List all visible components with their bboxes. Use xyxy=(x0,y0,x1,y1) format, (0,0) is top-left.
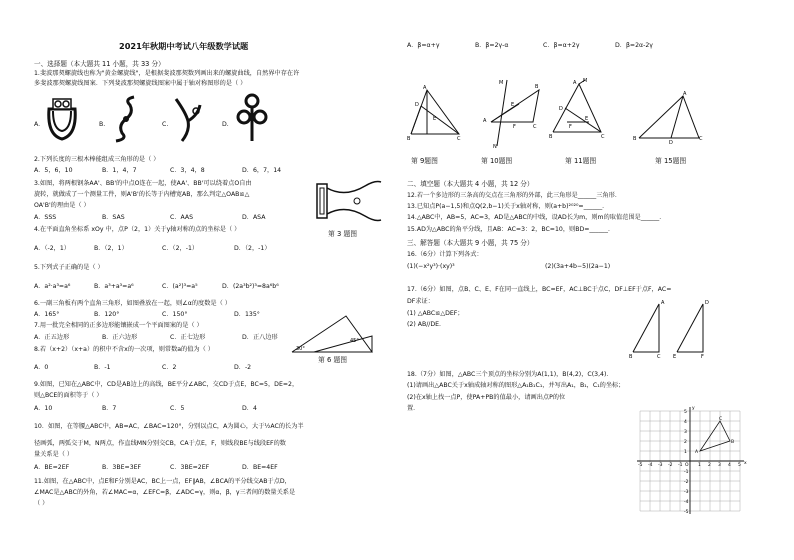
q18-line2: (1)请画出△ABC关于x轴成轴对称的图形△A₁B₁C₁，并写出A₁，B₁，C₁的坐标； xyxy=(407,382,625,389)
q3-line3: OA'B'的理由是（ ） xyxy=(34,202,90,209)
axis-y-label: y xyxy=(692,406,695,411)
svg-text:E: E xyxy=(511,102,515,108)
section-2-header: 二、填空题（本大题共 4 小题，共 12 分） xyxy=(407,180,534,188)
q7-stem: 7.用一批完全相同的正多边形能镶嵌成一个平面图案的是（ ） xyxy=(34,322,203,329)
origin-label: O xyxy=(685,463,689,468)
q10-option-d: D．BE=4EF xyxy=(242,464,278,471)
q6-option-b: B．120° xyxy=(94,311,120,318)
q1-option-a: A. xyxy=(34,121,41,128)
q8-option-a: A．0 xyxy=(34,364,49,371)
y-tick-label: 4 xyxy=(684,420,687,425)
y-tick-label: 3 xyxy=(684,430,687,435)
q2-option-c: C．3，4，8 xyxy=(170,167,205,174)
q9-option-c: C．5 xyxy=(170,405,185,412)
q6-caption: 第 6 题图 xyxy=(318,356,348,364)
q17-figure xyxy=(627,298,737,360)
q6-option-d: D．135° xyxy=(234,311,260,318)
q11-option-b: B．β=2γ-α xyxy=(475,42,509,49)
q3-option-d: D．ASA xyxy=(242,214,266,221)
q6-option-a: A．165° xyxy=(34,311,60,318)
y-tick-label: -2 xyxy=(684,480,689,485)
x-tick-label: -2 xyxy=(668,463,673,468)
q3-figure xyxy=(315,178,385,224)
vertex-c-label: C xyxy=(719,417,723,422)
x-tick-label: -5 xyxy=(638,463,643,468)
fig10-caption: 第 10题图 xyxy=(481,157,513,165)
q7-option-b: B．正六边形 xyxy=(102,334,138,341)
axis-x-label: x xyxy=(744,461,747,466)
q2-option-a: A．5，6，10 xyxy=(34,167,73,174)
q9-option-b: B．7 xyxy=(102,405,117,412)
page-title: 2021年秋期中考试八年级数学试题 xyxy=(119,41,249,51)
svg-text:C: C xyxy=(601,134,605,140)
q16-stem: 16.（6分）计算下列各式： xyxy=(407,251,483,258)
svg-text:C: C xyxy=(699,136,703,142)
x-tick-label: -4 xyxy=(648,463,653,468)
q10-option-c: C．3BE=2EF xyxy=(170,464,210,471)
fig11-caption: 第 11题图 xyxy=(565,157,597,165)
fig9-caption: 第 9题图 xyxy=(411,157,438,165)
svg-text:N: N xyxy=(493,144,497,150)
q7-option-d: D．正八边形 xyxy=(242,334,278,341)
q11-option-a: A．β=α+γ xyxy=(407,42,440,49)
q15-stem: 15.AD为△ABC的角平分线，且AB：AC=3：2，BC=10，则BD=______． xyxy=(407,226,615,233)
q3-option-a: A．SSS xyxy=(34,214,57,221)
fig15-caption: 第 15题图 xyxy=(655,157,687,165)
spiral-figure-d xyxy=(234,93,270,143)
svg-text:B: B xyxy=(633,136,637,142)
x-tick-label: 2 xyxy=(708,463,711,468)
q9-option-d: D．4 xyxy=(242,405,257,412)
q6-option-c: C．150° xyxy=(162,311,188,318)
svg-text:C: C xyxy=(457,136,461,142)
svg-text:30°: 30° xyxy=(296,346,305,352)
q11-line2: ∠MAC是△ABC的外角，若∠MAC=α，∠EFC=β，∠ADC=γ，则α，β，γ三者间的数量关系是 xyxy=(34,489,296,496)
svg-text:A: A xyxy=(573,80,577,86)
q7-option-a: A．正五边形 xyxy=(34,334,70,341)
q17-part1: (1) △ABC≌△DEF； xyxy=(407,310,464,317)
q10-option-b: B．3BE=3EF xyxy=(102,464,142,471)
svg-text:D: D xyxy=(559,106,563,112)
q16-part1: (1)(−x²y³)·(xy)³ xyxy=(407,263,455,270)
q2-option-d: D．6，7，14 xyxy=(242,167,282,174)
q8-option-d: D．-2 xyxy=(234,364,252,371)
y-tick-label: -5 xyxy=(684,510,689,515)
svg-text:B: B xyxy=(629,354,633,360)
q3-line2: 旋转，就做成了一个测量工件，则A'B'的长等于内槽宽AB，那么判定△OAB≌△ xyxy=(34,191,250,198)
x-tick-label: 4 xyxy=(728,463,731,468)
fig9 xyxy=(409,86,461,140)
q18-line4: 置． xyxy=(407,405,420,412)
svg-text:F: F xyxy=(513,124,516,130)
y-tick-label: 5 xyxy=(684,410,687,415)
svg-text:A: A xyxy=(683,91,687,97)
q13-stem: 13.已知点P(a−1,5)和点Q(2,b−1)关于x轴对称，则(a+b)²⁰²⁰=______． xyxy=(407,203,609,210)
section-1-header: 一、选择题（本大题共 11 小题，共 33 分） xyxy=(34,60,165,68)
vertex-b-label: B xyxy=(731,440,735,445)
svg-text:B: B xyxy=(407,136,411,142)
q17-part2: (2) AB//DE. xyxy=(407,321,442,328)
q1-option-b: B. xyxy=(99,121,106,128)
fig10 xyxy=(483,76,543,150)
q18-coordinate-grid xyxy=(635,406,745,516)
q8-option-c: C．2 xyxy=(162,364,177,371)
q8-stem: 8.若（x+2）（x+a）的积中不含x的一次项，则常数a的值为（ ） xyxy=(34,346,214,353)
svg-text:E: E xyxy=(433,116,437,122)
q5-option-d: D．(2a³b²)³=8a⁶b⁶ xyxy=(222,283,279,290)
svg-text:45°: 45° xyxy=(350,338,359,344)
x-tick-label: 5 xyxy=(738,463,741,468)
x-tick-label: -3 xyxy=(658,463,663,468)
q3-caption: 第 3 题图 xyxy=(328,230,358,238)
q11-option-d: D．β=2α-2γ xyxy=(615,42,653,49)
q3-option-b: B．SAS xyxy=(102,214,125,221)
q14-stem: 14.△ABC中，AB=5，AC=3，AD是△ABC的中线，设AD长为m，则m的取值范围是______． xyxy=(407,214,666,221)
svg-text:B: B xyxy=(535,84,539,90)
q6-figure xyxy=(290,312,374,356)
q2-stem: 2.下列长度的三根木棒能组成三角形的是（ ） xyxy=(34,156,160,163)
y-tick-label: -1 xyxy=(684,470,689,475)
q10-line2: 径画弧，两弧交于M，N两点，作直线MN分别交CB，CA于点E，F，则线段BE与线段EF的数 xyxy=(34,440,286,447)
y-tick-label: -3 xyxy=(684,490,689,495)
fig15 xyxy=(633,91,703,146)
svg-text:F: F xyxy=(569,124,572,130)
q3-line1: 3.如图，将两根钢条AA'、BB'的中点O连在一起，使AA'、BB'可以绕着点O自由 xyxy=(34,180,252,187)
svg-text:C: C xyxy=(533,124,537,130)
x-tick-label: 3 xyxy=(718,463,721,468)
q10-line1: 10．如图，在等腰△ABC中，AB=AC，∠BAC=120°，分别以点C，A为圆心，大于½AC的长为半 xyxy=(34,423,304,430)
q17-line1: 17.（6分）如图，点B、C、E、F在同一直线上，BC=EF，AC⊥BC于点C，DF⊥EF于点F，AC= xyxy=(407,286,672,293)
q5-option-b: B．a³+a³=a⁶ xyxy=(94,283,134,290)
q5-stem: 5.下列式子正确的是（ ） xyxy=(34,264,104,271)
svg-text:B: B xyxy=(549,134,553,140)
q16-part2: (2)(3a+4b−5)(2a−1) xyxy=(545,263,611,270)
q10-option-a: A．BE=2EF xyxy=(34,464,70,471)
svg-text:E: E xyxy=(585,116,589,122)
q9-line2: 则△BCE的面积等于（ ） xyxy=(34,392,103,399)
q9-line1: 9.如图，已知在△ABC中，CD是AB边上的高线，BE平分∠ABC，交CD于点E，BC=5，DE=2， xyxy=(34,381,299,388)
q5-option-c: C．(a²)³=a⁵ xyxy=(162,283,198,290)
svg-text:M: M xyxy=(499,80,504,86)
vertex-a-label: A xyxy=(695,450,699,455)
q11-line1: 11.如图，在△ABC中，点E和F分别是AC，BC上一点，EF∥AB，∠BCA的平分线交AB于点D， xyxy=(34,478,291,485)
q6-stem: 6.一副三角板有两个直角三角形，如图叠放在一起，则∠α的度数是（ ） xyxy=(34,300,231,307)
svg-text:M: M xyxy=(583,78,588,84)
q9-option-a: A．10 xyxy=(34,405,53,412)
spiral-figure-a xyxy=(45,95,79,143)
fig11 xyxy=(549,78,605,140)
svg-text:A: A xyxy=(661,300,665,306)
x-tick-label: 1 xyxy=(698,463,701,468)
spiral-figure-c xyxy=(172,95,204,143)
q18-line3: (2)在x轴上找一点P，使PA+PB的值最小，请画出点P的位 xyxy=(407,394,566,401)
q8-option-b: B．-1 xyxy=(94,364,111,371)
q1-option-d: D. xyxy=(222,121,229,128)
q5-option-a: A．a²·a³=a⁶ xyxy=(34,283,71,290)
q18-line1: 18.（7分）如图，△ABC三个顶点的坐标分别为A(1,1)，B(4,2)，C(3,4)． xyxy=(407,371,613,378)
x-tick-label: -1 xyxy=(678,463,683,468)
q12-stem: 12.若一个多边形的三条高的交点在三角形的外部，此三角形是______三角形． xyxy=(407,192,622,199)
q17-line2: DF求证： xyxy=(407,298,434,305)
y-tick-label: 2 xyxy=(684,440,687,445)
q4-option-b: B．（2，1） xyxy=(94,245,128,252)
svg-text:D: D xyxy=(415,102,419,108)
q4-stem: 4.在平面直角坐标系 xOy 中，点P（2，1）关于y轴对称的点的坐标是（ ） xyxy=(34,226,241,233)
svg-text:C: C xyxy=(657,354,661,360)
spiral-figure-b xyxy=(110,95,142,143)
svg-text:E: E xyxy=(673,354,677,360)
y-tick-label: -4 xyxy=(684,500,689,505)
svg-text:A: A xyxy=(483,118,487,124)
q4-option-c: C．（2，-1） xyxy=(162,245,199,252)
q4-option-a: A．（-2，1） xyxy=(34,245,70,252)
q7-option-c: C．正七边形 xyxy=(170,334,206,341)
svg-text:D: D xyxy=(669,140,673,146)
q1-line2: 多斐波那契螺旋线图案．下列斐波那契螺旋线图案中属于轴对称图形的是（ ） xyxy=(34,80,247,87)
q4-option-d: D．（2，-1） xyxy=(234,245,271,252)
svg-text:F: F xyxy=(701,354,704,360)
q10-line3: 量关系是（ ） xyxy=(34,451,74,458)
section-3-header: 三、解答题（本大题共 9 小题，共 75 分） xyxy=(407,239,534,247)
q1-option-c: C. xyxy=(162,121,169,128)
q11-option-c: C．β=α+2γ xyxy=(543,42,580,49)
q1-line1: 1.斐波那契螺旋线也称为"黄金螺旋线"，是根据斐波那契数列画出来的螺旋曲线，自然界中存在许 xyxy=(34,70,300,77)
q2-option-b: B．1，4，7 xyxy=(102,167,137,174)
q3-option-c: C．AAS xyxy=(170,214,194,221)
y-tick-label: 1 xyxy=(684,450,687,455)
svg-text:A: A xyxy=(423,85,427,91)
svg-text:D: D xyxy=(705,300,709,306)
q11-line3: （ ） xyxy=(34,500,49,507)
